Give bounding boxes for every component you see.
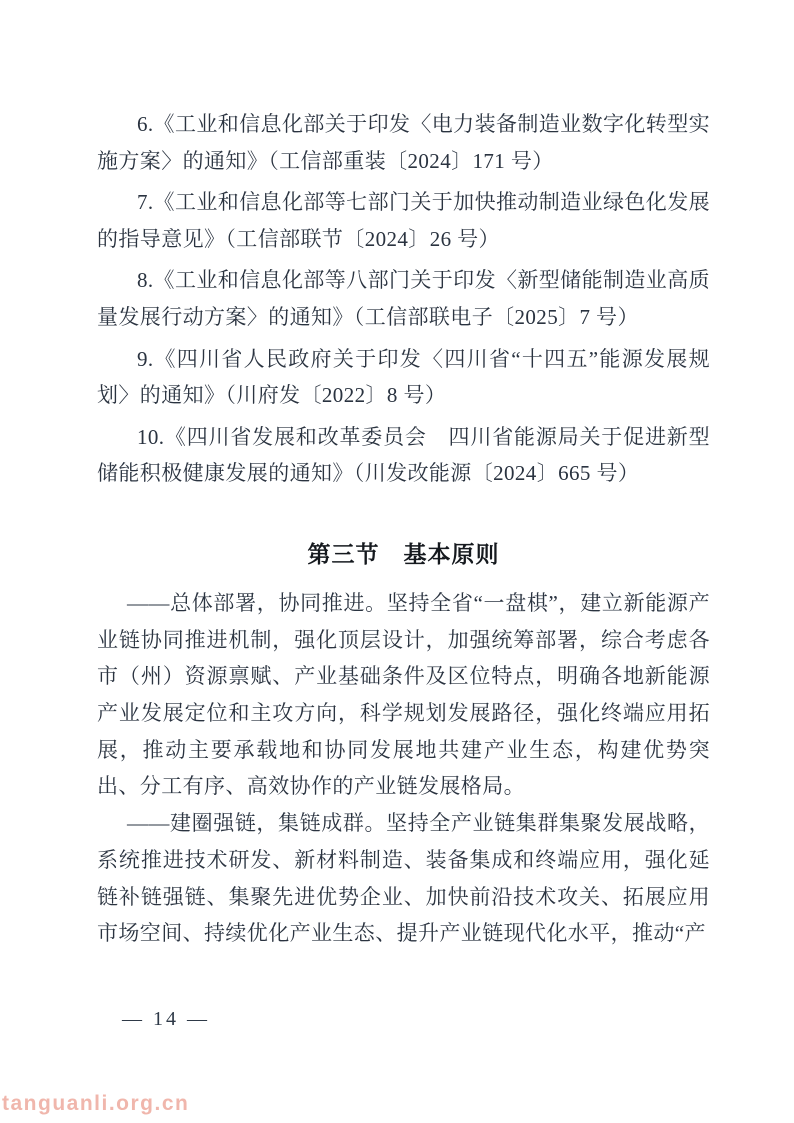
section-heading: 第三节 基本原则 (307, 540, 500, 567)
page-number: — 14 — (122, 1008, 210, 1030)
paragraph-chain-building: ——建圈强链，集链成群。坚持全产业链集群集聚发展战略，系统推进技术研发、新材料制造、装备集成和终端应用，强化延链补链强链、集聚先进优势企业、加快前沿技术攻关、拓展应用市场空间、持续优化产业生态、提升产业链现代化水平，推动“产 (97, 811, 710, 946)
reference-item-6: 6.《工业和信息化部关于印发〈电力装备制造业数字化转型实施方案〉的通知》（工信部重装〔2024〕171 号） (97, 112, 710, 173)
site-watermark: tanguanli.org.cn (2, 1092, 190, 1115)
reference-item-9: 9.《四川省人民政府关于印发〈四川省“十四五”能源发展规划〉的通知》（川府发〔2022〕8 号） (97, 346, 710, 408)
reference-item-7: 7.《工业和信息化部等七部门关于加快推动制造业绿色化发展的指导意见》（工信部联节〔2024〕26 号） (97, 190, 710, 251)
page-content (97, 106, 710, 952)
reference-item-10: 10.《四川省发展和改革委员会 四川省能源局关于促进新型储能积极健康发展的通知》（川发改能源〔2024〕665 号） (97, 424, 710, 486)
reference-item-8: 8.《工业和信息化部等八部门关于印发〈新型储能制造业高质量发展行动方案〉的通知》（工信部联电子〔2025〕7 号） (97, 268, 710, 329)
paragraph-overall-deployment: ——总体部署，协同推进。坚持全省“一盘棋”，建立新能源产业链协同推进机制，强化顶层设计，加强统筹部署，综合考虑各市（州）资源禀赋、产业基础条件及区位特点，明确各地新能源产业发展定位和主攻方向，科学规划发展路径，强化终端应用拓展，推动主要承载地和协同发展地共建产业生态，构建优势突出、分工有序、高效协作的产业链发展格局。 (97, 590, 710, 799)
